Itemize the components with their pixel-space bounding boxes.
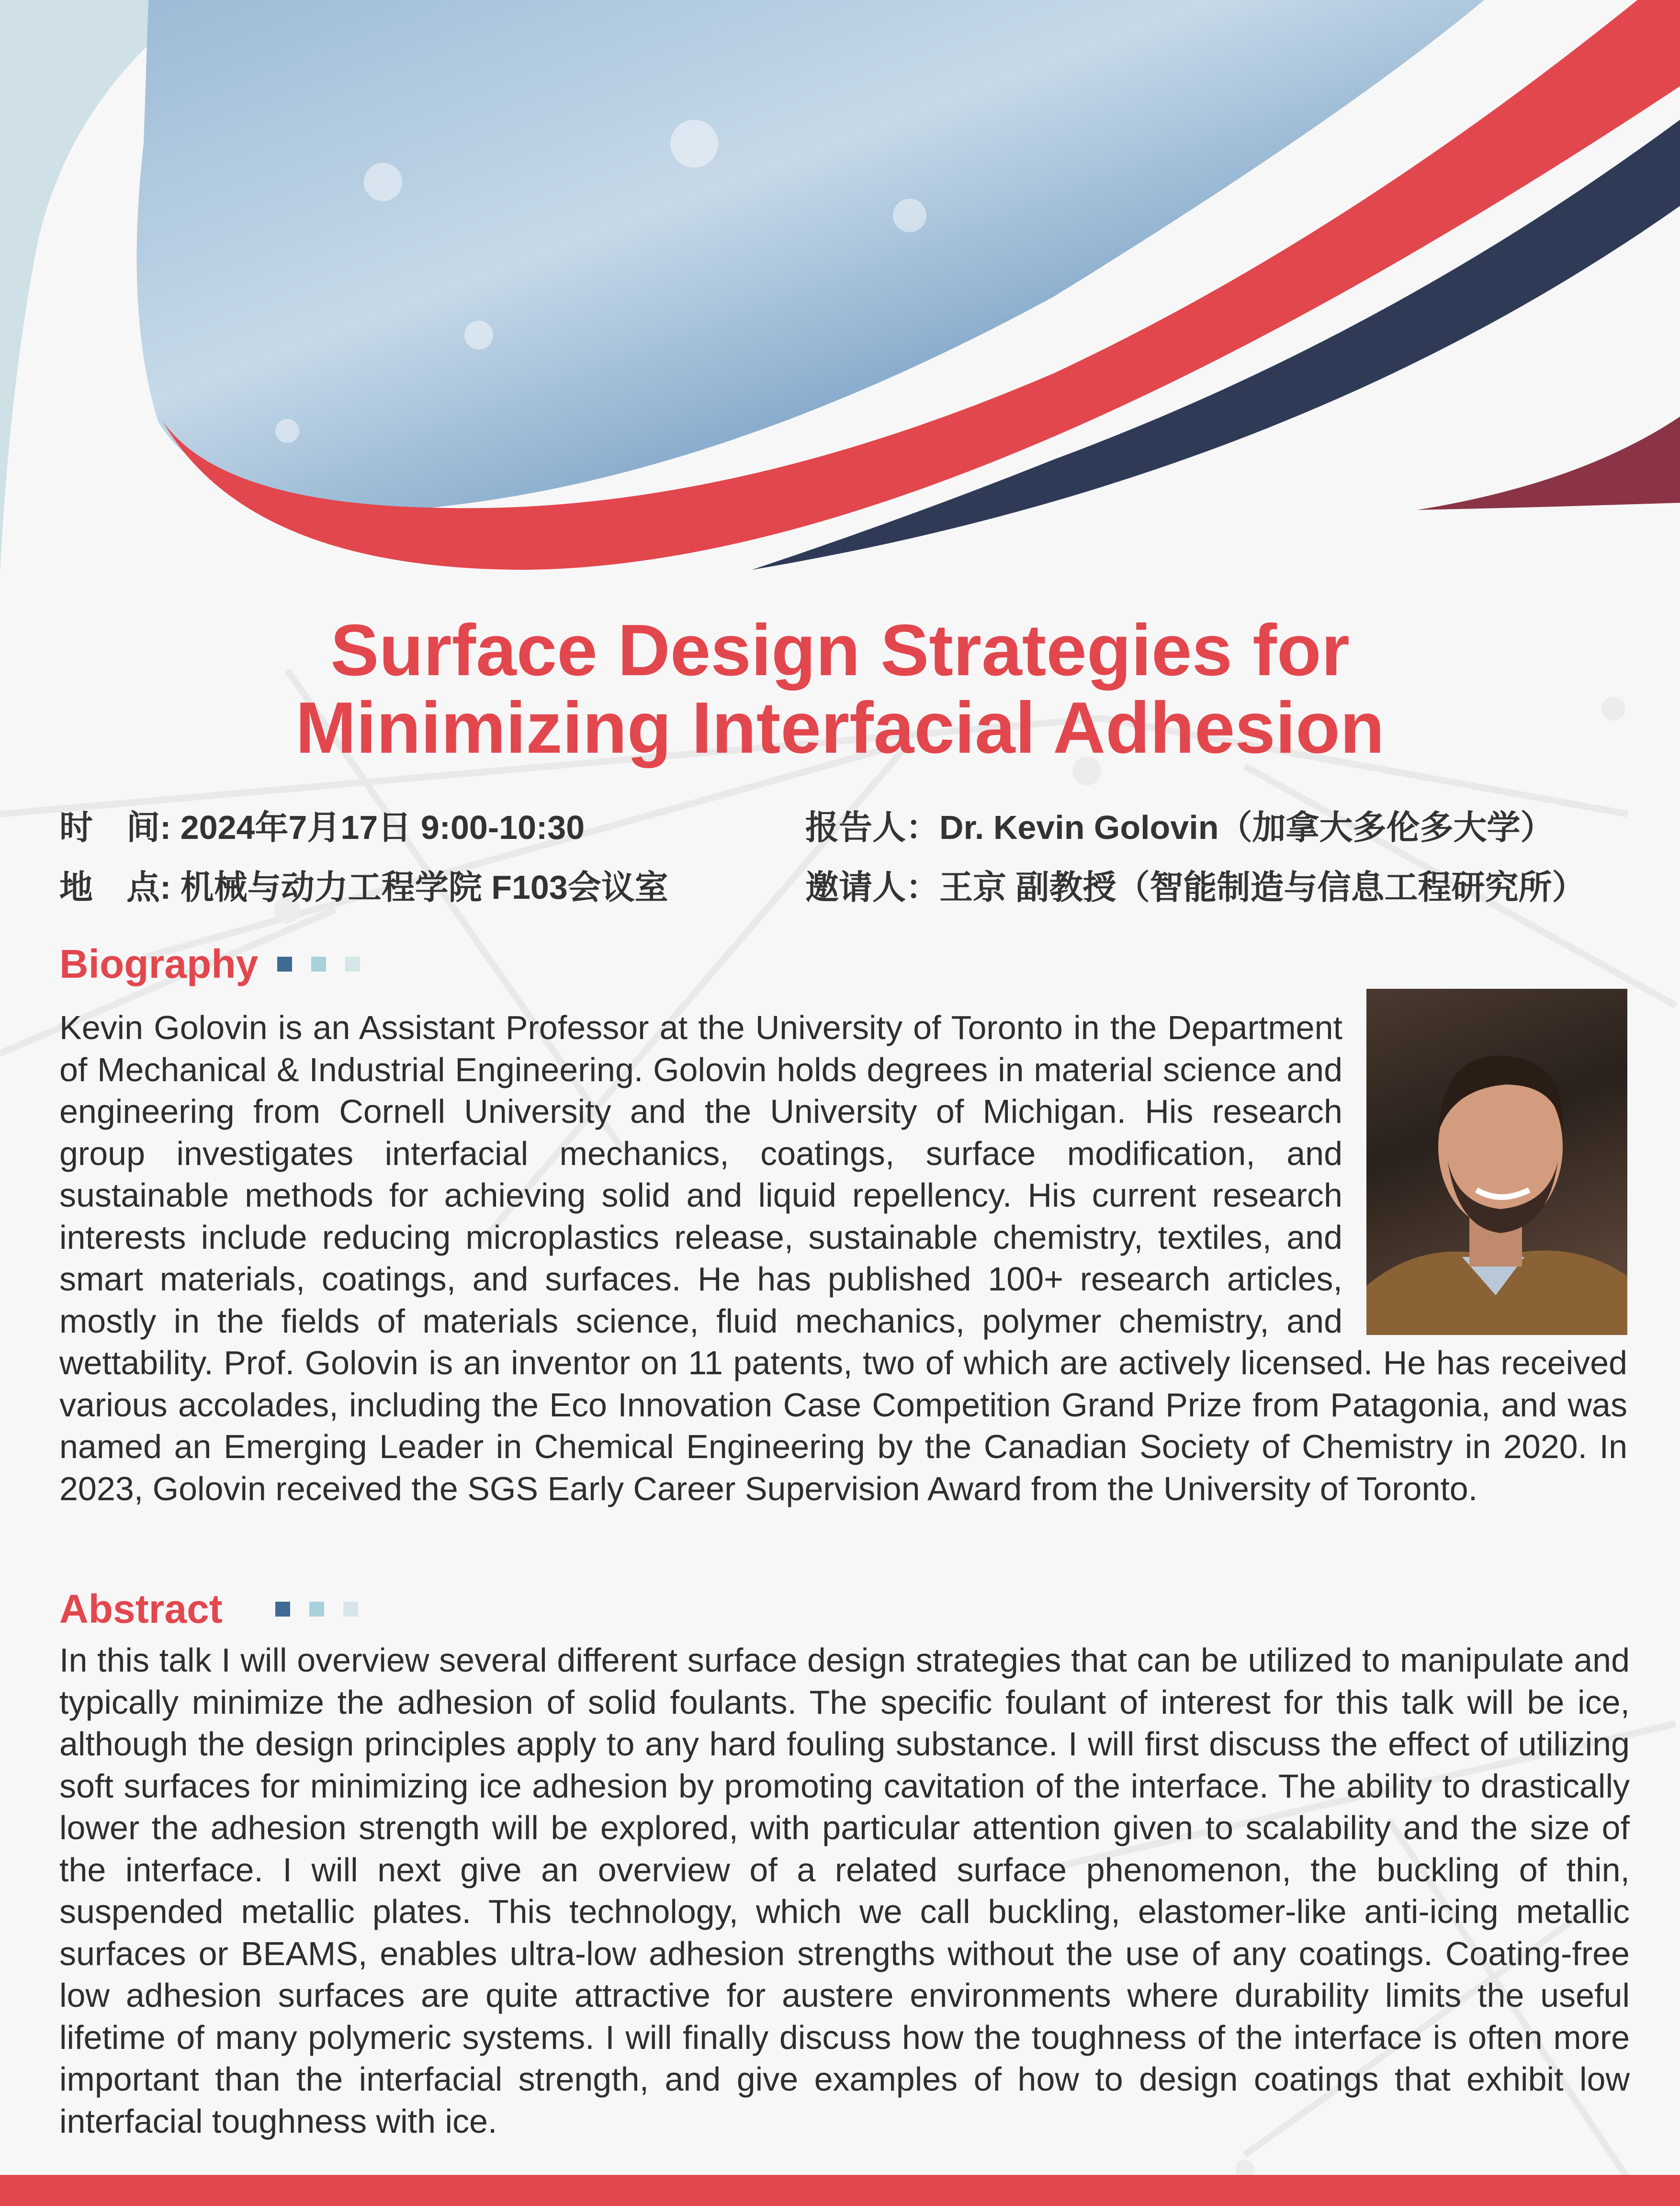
time-info: 时 间: 2024年7月17日 9:00-10:30 bbox=[59, 809, 585, 846]
speaker-info: 报告人：Dr. Kevin Golovin（加拿大多伦多大学） bbox=[805, 809, 1554, 846]
host-info: 邀请人：王京 副教授（智能制造与信息工程研究所） bbox=[805, 869, 1586, 906]
biography-section bbox=[59, 1007, 1627, 1510]
abstract-heading-text: Abstract bbox=[59, 1586, 223, 1631]
footer-bar bbox=[0, 2175, 1680, 2206]
square-icon bbox=[277, 957, 292, 972]
square-icon bbox=[345, 957, 360, 972]
biography-heading bbox=[59, 941, 360, 987]
square-icon bbox=[343, 1602, 358, 1617]
talk-title-line2: Minimizing Interfacial Adhesion bbox=[295, 687, 1385, 769]
talk-title-line1: Surface Design Strategies for bbox=[330, 610, 1350, 691]
square-icon bbox=[309, 1602, 324, 1617]
biography-heading-text: Biography bbox=[59, 941, 259, 986]
square-icon bbox=[275, 1602, 290, 1617]
header-graphic bbox=[0, 0, 1680, 584]
abstract-heading bbox=[59, 1586, 358, 1632]
speaker-photo bbox=[1366, 989, 1627, 1335]
square-icon bbox=[311, 957, 326, 972]
abstract-text: In this talk I will overview several different surface design strategies that can be utilized to manipulate and typically minimize the adhesion of solid foulants. The specific foulant of interest for this talk will be ice, although the design principles apply to any hard fouling substance. I will first discuss the effect of utilizing soft surfaces for minimizing ice adhesion by promoting cavitation of the interface. The ability to drastically lower the adhesion strength will be explored, with particular attention given to scalability and the size of the interface. I will next give an overview of a related surface phenomenon, the buckling of thin, suspended metallic plates. This technology, which we call buckling, elastomer-like anti-icing metallic surfaces or BEAMS, enables ultra-low adhesion strengths without the use of any coatings. Coating-free low adhesion surfaces are quite attractive for austere environments where durability limits the useful lifetime of many polymeric systems. I will finally discuss how the toughness of the interface is often more important than the interfacial strength, and give examples of how to design coatings that exhibit low interfacial toughness with ice. bbox=[59, 1641, 1630, 2140]
place-info: 地 点: 机械与动力工程学院 F103会议室 bbox=[59, 869, 668, 906]
biography-text: Kevin Golovin is an Assistant Professor at the University of Toronto in the Department of Mechanical & Industrial Engineering. Golovin holds degrees in material science and engineering from Cornell University and the University of Michigan. His research group investigates interfacial mechanics, coatings, surface modification, and sustainable methods for achieving solid and liquid repellency. His current research interests include reducing microplastics release, sustainable chemistry, textiles, and smart materials, coatings, and surfaces. He has published 100+ research articles, mostly in the fields of materials science, fluid mechanics, polymer chemistry, and wettability. Prof. Golovin is an inventor on 11 patents, two of which are actively licensed. He has received various accolades, including the Eco Innovation Case Competition Grand Prize from Patagonia, and was named an Emerging Leader in Chemical Engineering by the Canadian Society of Chemistry in 2020. In 2023, Golovin received the SGS Early Career Supervision Award from the University of Toronto. bbox=[59, 1009, 1627, 1507]
